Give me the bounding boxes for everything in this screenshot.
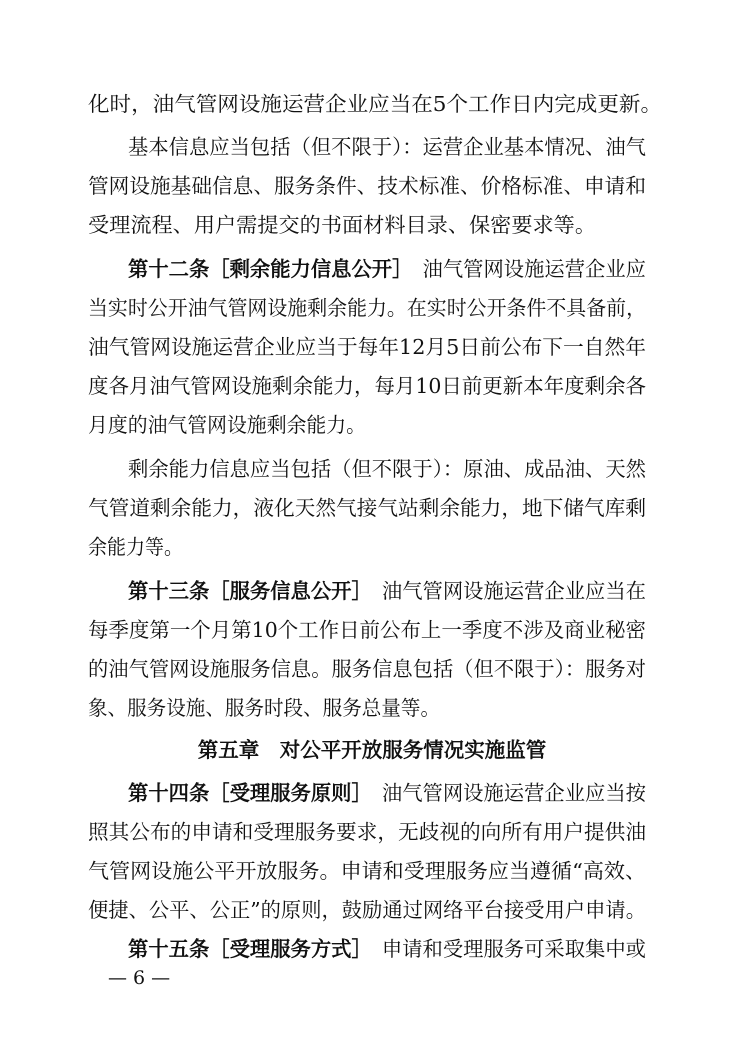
line-text: 受理流程、用户需提交的书面材料目录、保密要求等。 — [88, 213, 596, 237]
article-text: 申请和受理服务可采取集中或 — [361, 937, 646, 961]
article-line — [128, 577, 646, 605]
line-text: 便捷、公平、公正”的原则，鼓励通过网络平台接受用户申请。 — [88, 898, 646, 922]
line-text: 余能力等。 — [88, 535, 183, 559]
line-text: 度各月油气管网设施剩余能力，每月10日前更新本年度剩余各 — [88, 374, 646, 398]
article-line — [128, 255, 646, 283]
line-text: 的油气管网设施服务信息。服务信息包括（但不限于）：服务对 — [88, 657, 646, 681]
line-text: 当实时公开油气管网设施剩余能力。在实时公开条件不具备前， — [88, 296, 646, 320]
line-text: 化时，油气管网设施运营企业应当在5个工作日内完成更新。 — [88, 92, 662, 116]
article-text: 油气管网设施运营企业应 — [402, 257, 646, 281]
article-title: 第十四条［受理服务原则］ — [128, 781, 362, 805]
line-text: 油气管网设施运营企业应当于每年12月5日前公布下一自然年 — [88, 335, 646, 359]
chapter-heading: 第五章 对公平开放服务情况实施监管 — [197, 738, 547, 762]
article-line — [128, 779, 646, 807]
line-text: 每季度第一个月第10个工作日前公布上一季度不涉及商业秘密 — [88, 618, 646, 642]
article-text: 油气管网设施运营企业应当在 — [361, 579, 646, 603]
line-text: 基本信息应当包括（但不限于）：运营企业基本情况、油气 — [128, 135, 646, 159]
line-text: 气管道剩余能力，液化天然气接气站剩余能力，地下储气库剩 — [88, 496, 646, 520]
line-text: 剩余能力信息应当包括（但不限于）：原油、成品油、天然 — [128, 457, 646, 481]
article-title: 第十三条［服务信息公开］ — [128, 579, 362, 603]
line-text: 月度的油气管网设施剩余能力。 — [88, 413, 366, 437]
article-text: 油气管网设施运营企业应当按 — [361, 781, 646, 805]
line-text: 象、服务设施、服务时段、服务总量等。 — [88, 696, 440, 720]
line-text: 管网设施基础信息、服务条件、技术标准、价格标准、申请和 — [88, 174, 646, 198]
line-text: 气管网设施公平开放服务。申请和受理服务应当遵循“高效、 — [88, 859, 646, 883]
article-title: 第十二条［剩余能力信息公开］ — [128, 257, 403, 281]
article-title: 第十五条［受理服务方式］ — [128, 937, 362, 961]
line-text: 照其公布的申请和受理服务要求，无歧视的向所有用户提供油 — [88, 820, 646, 844]
page-number: — 6 — — [108, 967, 171, 989]
article-line — [128, 935, 646, 963]
